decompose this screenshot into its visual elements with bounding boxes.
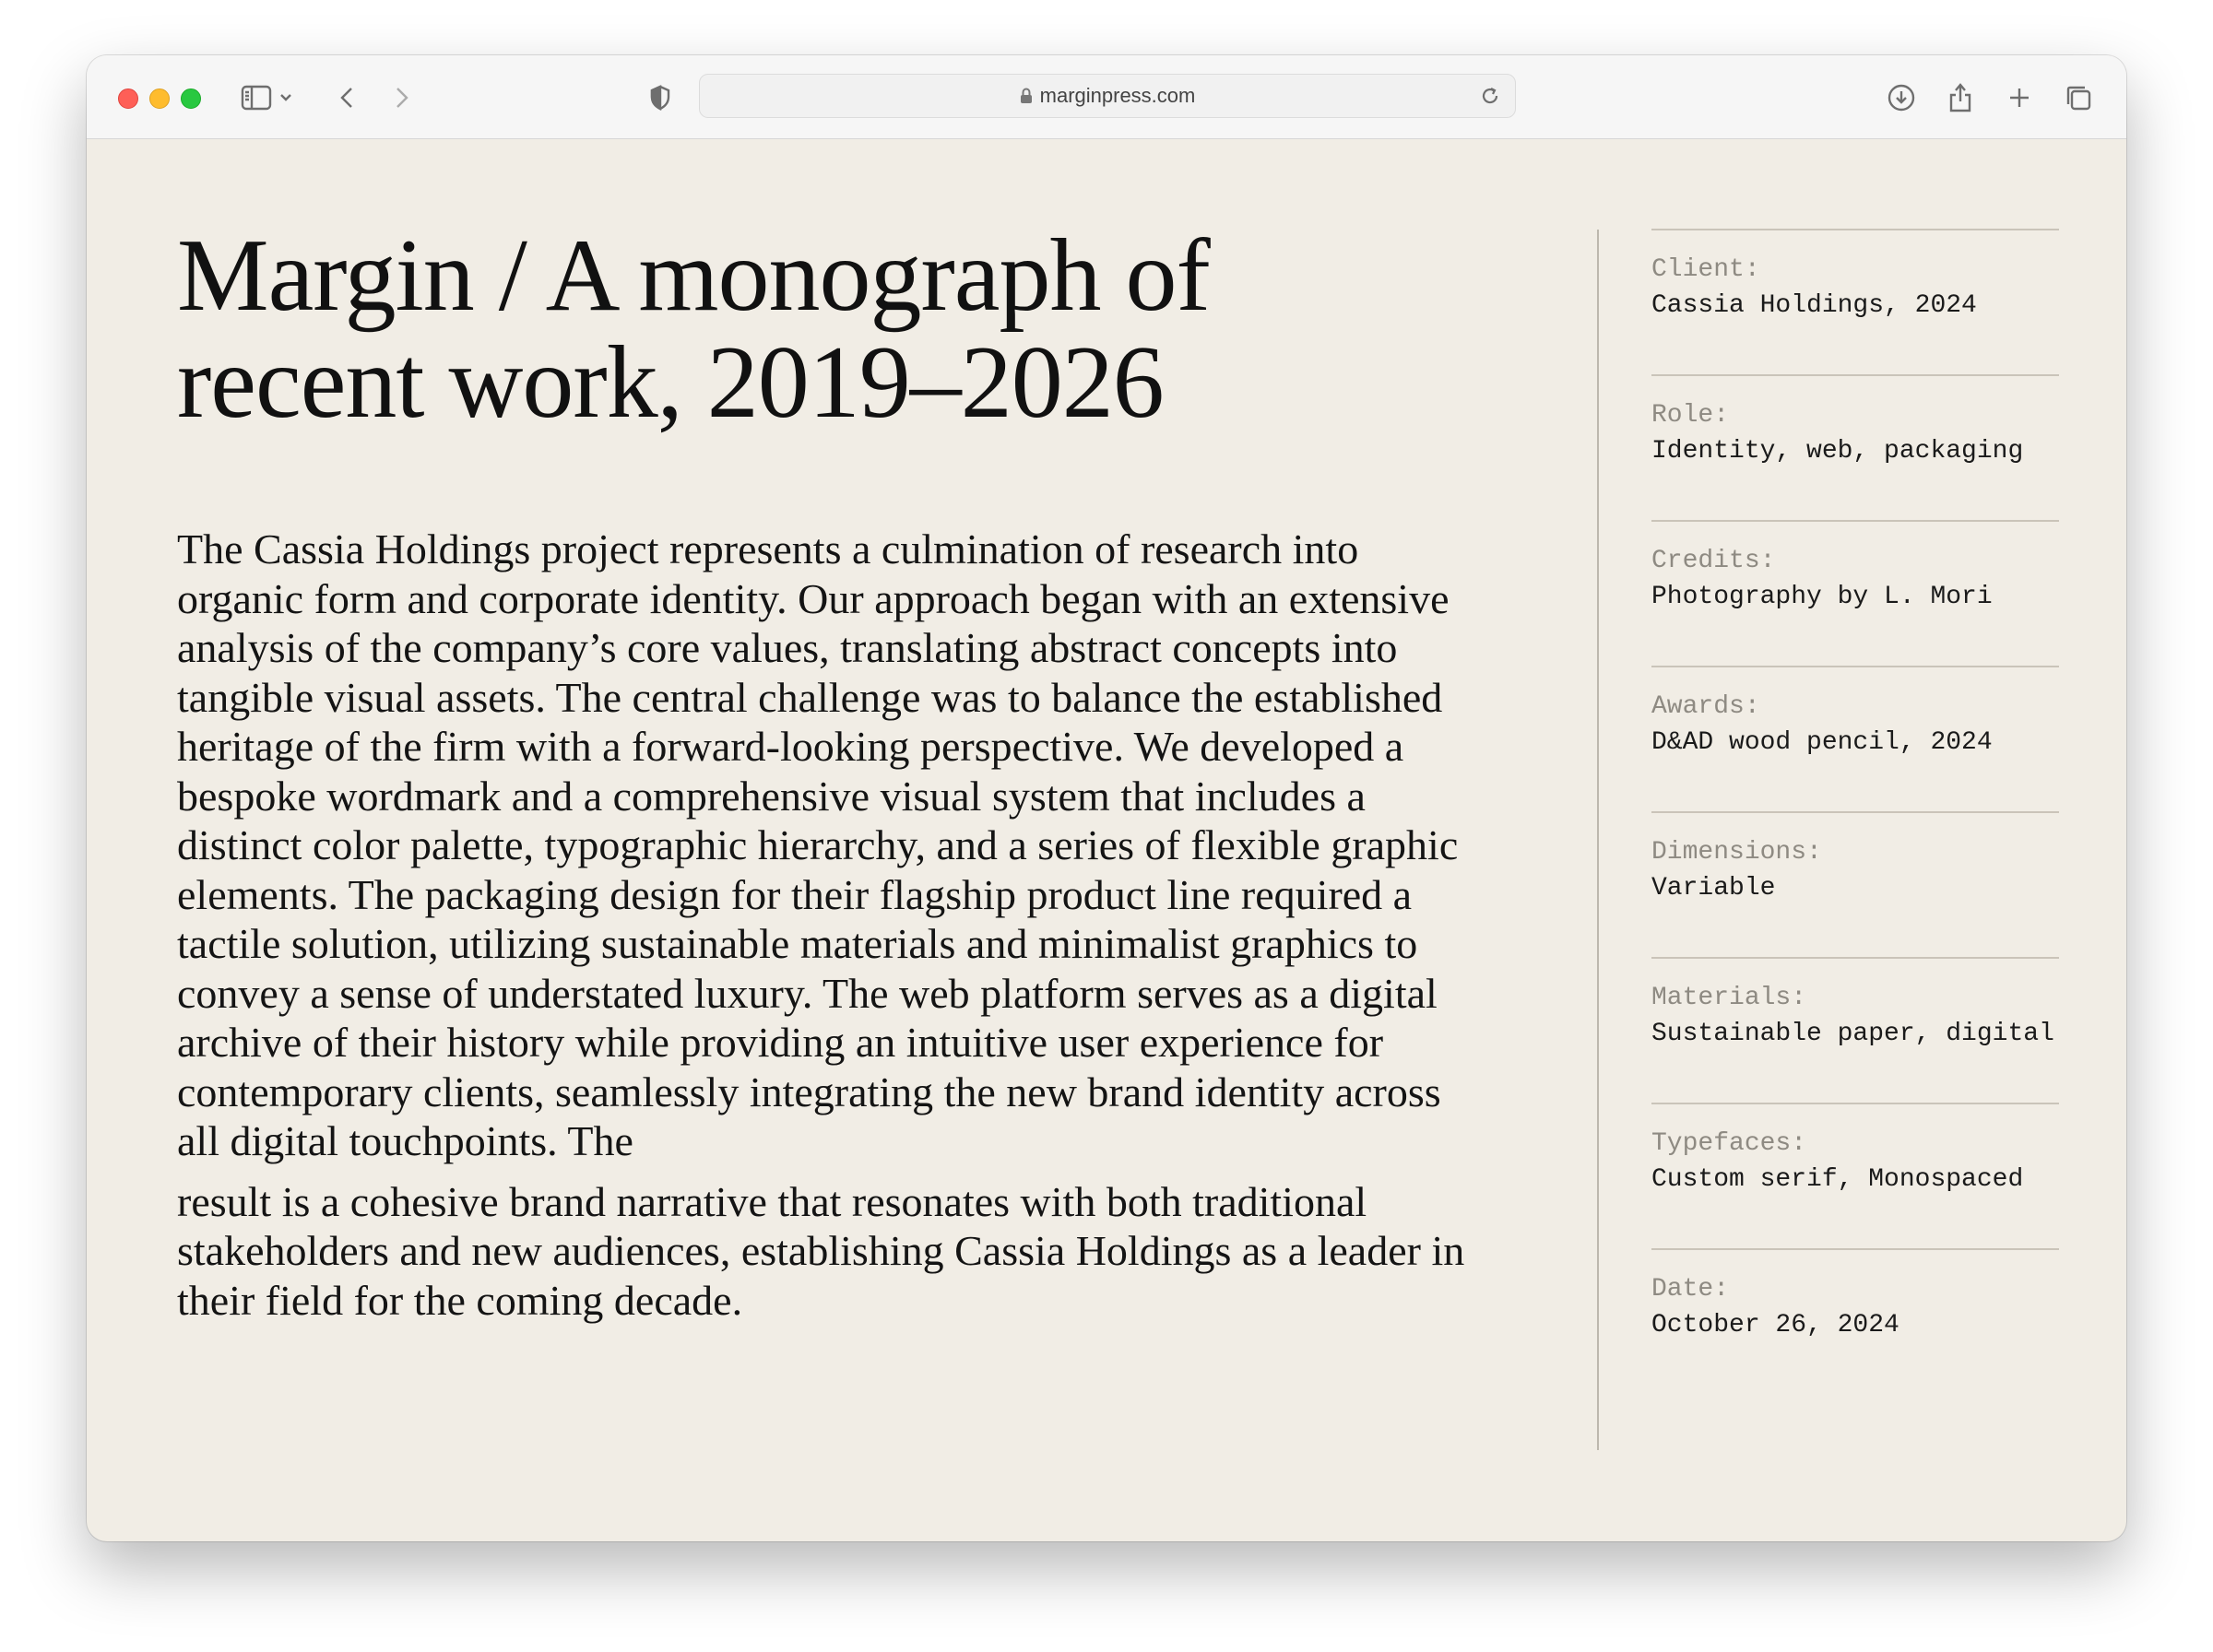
- url-text: marginpress.com: [1039, 84, 1196, 107]
- meta-label: Credits:: [1651, 547, 1776, 575]
- meta-label: Dimensions:: [1651, 838, 1822, 867]
- meta-value: Custom serif, Monospaced: [1651, 1165, 2024, 1194]
- back-arrow-icon[interactable]: [328, 79, 365, 116]
- meta-value: Photography by L. Mori: [1651, 583, 1993, 611]
- forward-arrow-icon[interactable]: [384, 79, 420, 116]
- meta-dimensions: [1651, 811, 2059, 957]
- download-icon[interactable]: [1883, 79, 1920, 116]
- minimize-window-button[interactable]: [149, 88, 170, 109]
- meta-value: Sustainable paper, digital: [1651, 1020, 2054, 1048]
- address-bar[interactable]: [699, 74, 1516, 118]
- new-tab-icon[interactable]: [2001, 79, 2038, 116]
- meta-client: [1651, 229, 2059, 374]
- chevron-down-icon[interactable]: [275, 79, 297, 116]
- meta-value: Cassia Holdings, 2024: [1651, 291, 1977, 320]
- title-line-1: Margin / A monograph of: [177, 218, 1210, 333]
- sidebar-icon[interactable]: [238, 79, 275, 116]
- zoom-window-button[interactable]: [181, 88, 201, 109]
- meta-credits: [1651, 520, 2059, 666]
- paragraph-2: result is a cohesive brand narrative that resonates with both traditional stakeholders and new audiences, establishing Cassia Holdings as a leader in their field for the coming decade.: [177, 1177, 1465, 1324]
- browser-toolbar: [87, 55, 2126, 139]
- share-icon[interactable]: [1942, 79, 1979, 116]
- meta-typefaces: [1651, 1103, 2059, 1248]
- meta-label: Awards:: [1651, 692, 1760, 721]
- meta-value: Identity, web, packaging: [1651, 437, 2024, 466]
- project-metadata: [1651, 229, 2059, 1394]
- meta-label: Typefaces:: [1651, 1129, 1807, 1158]
- lock-icon: [1020, 88, 1033, 104]
- browser-window: [87, 55, 2126, 1541]
- meta-label: Materials:: [1651, 984, 1807, 1012]
- page-content: [87, 139, 2126, 1541]
- meta-value: October 26, 2024: [1651, 1311, 1899, 1339]
- meta-awards: [1651, 666, 2059, 811]
- reload-icon[interactable]: [1478, 84, 1502, 108]
- meta-value: D&AD wood pencil, 2024: [1651, 728, 1993, 757]
- tab-overview-icon[interactable]: [2060, 79, 2097, 116]
- column-divider: [1597, 230, 1599, 1450]
- meta-value: Variable: [1651, 874, 1776, 903]
- page-title: [177, 218, 1376, 440]
- project-description: [177, 525, 1486, 1325]
- paragraph-1: The Cassia Holdings project represents a culmination of research into organic form and corporate identity. Our approach began with an extensive analysis of the company’s core values, translating abstract concepts into tangible visual assets. The central challenge was to balance the established heritage of the firm with a forward-looking perspective. We developed a bespoke wordmark and a comprehensive visual system that includes a distinct color palette, typographic hierarchy, and a series of flexible graphic elements. The packaging design for their flagship product line required a tactile solution, utilizing sustainable materials and minimalist graphics to convey a sense of understated luxury. The web platform serves as a digital archive of their history while providing an intuitive user experience for contemporary clients, seamlessly integrating the new brand identity across all digital touchpoints. The: [177, 525, 1459, 1164]
- title-line-2: recent work, 2019–2026: [177, 325, 1164, 440]
- meta-label: Date:: [1651, 1275, 1730, 1304]
- meta-role: [1651, 374, 2059, 520]
- shield-icon[interactable]: [642, 79, 679, 116]
- meta-label: Client:: [1651, 255, 1760, 284]
- meta-label: Role:: [1651, 401, 1730, 430]
- close-window-button[interactable]: [118, 88, 138, 109]
- meta-date: [1651, 1248, 2059, 1394]
- meta-materials: [1651, 957, 2059, 1103]
